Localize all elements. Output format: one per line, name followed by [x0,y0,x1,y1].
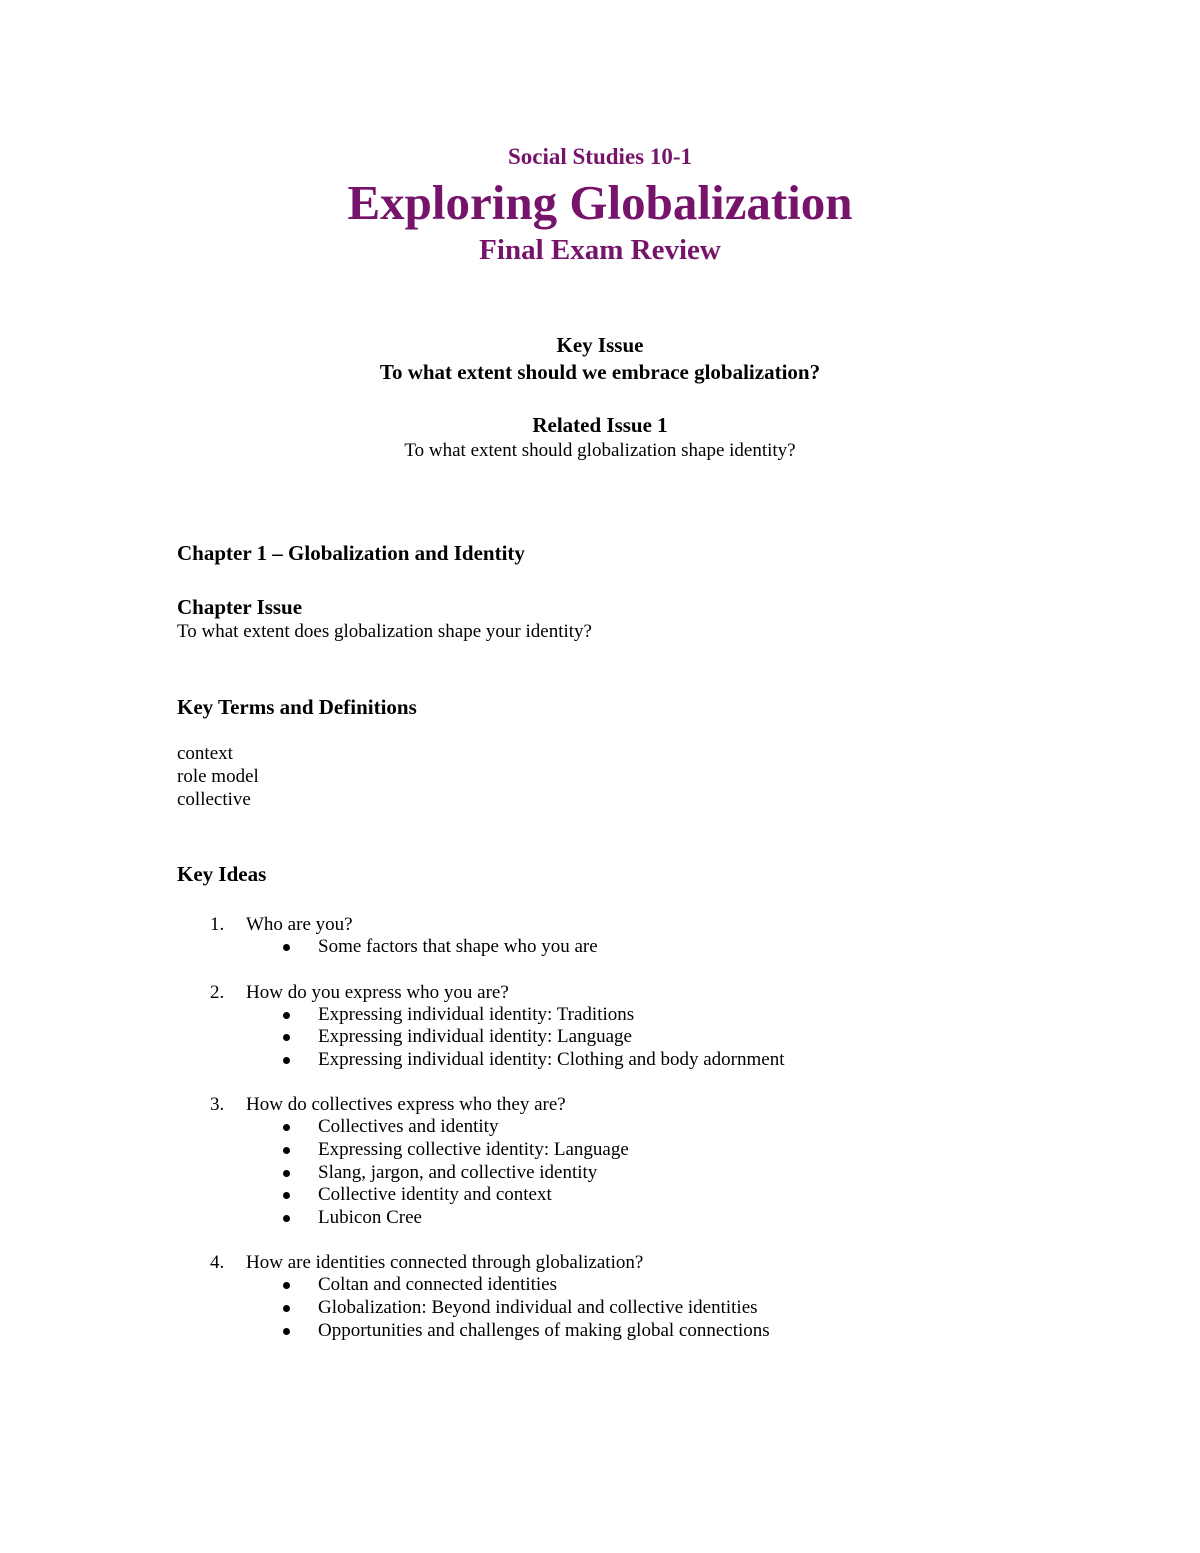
key-idea-question: How do collectives express who they are? [246,1094,566,1116]
key-idea-point-text: Opportunities and challenges of making global connections [318,1319,770,1341]
key-idea-number: 2. [210,981,225,1003]
bullet-icon [283,1124,290,1131]
key-idea-point-text: Slang, jargon, and collective identity [318,1161,598,1183]
chapter-issue-question: To what extent does globalization shape your identity? [177,621,592,642]
key-idea-point [0,1004,1200,1027]
key-idea-point-text: Coltan and connected identities [318,1274,558,1296]
key-idea-point [0,1320,1200,1343]
key-idea-point-text: Expressing individual identity: Language [318,1026,632,1048]
chapter-issue-label: Chapter Issue [177,595,303,619]
key-terms-list [177,742,259,811]
bullet-icon [283,944,290,951]
key-issue-question: To what extent should we embrace globalization? [379,360,821,384]
bullet-icon [283,1147,290,1154]
key-idea-point-text: Expressing individual identity: Traditions [318,1003,635,1025]
key-term: role model [177,766,259,787]
key-idea-points [0,1004,1200,1072]
key-idea-question: How are identities connected through globalization? [246,1252,644,1274]
key-idea-item [0,1251,1200,1342]
key-term: collective [177,789,251,810]
key-idea-point [0,1026,1200,1049]
key-idea-point-text: Expressing collective identity: Language [318,1138,629,1160]
bullet-icon [283,1328,290,1335]
bullet-icon [283,1057,290,1064]
bullet-icon [283,1305,290,1312]
key-idea-question: How do you express who you are? [246,981,509,1003]
key-idea-number: 3. [210,1094,225,1116]
key-idea-number: 4. [210,1252,225,1274]
key-terms-heading: Key Terms and Definitions [177,695,417,719]
key-idea-points [0,936,1200,959]
key-idea-point-text: Globalization: Beyond individual and collective identities [318,1296,758,1318]
key-idea-item [0,913,1200,959]
related-issue-label: Related Issue 1 [532,413,668,437]
key-idea-point [0,1207,1200,1230]
chapter-title: Chapter 1 – Globalization and Identity [177,541,525,565]
key-idea-point [0,1162,1200,1185]
key-issue-label: Key Issue [556,333,644,357]
key-idea-item [0,981,1200,1072]
key-idea-point [0,936,1200,959]
key-idea-point [0,1274,1200,1297]
key-idea-point-text: Expressing individual identity: Clothing and body adornment [318,1048,785,1070]
key-idea-points [0,1274,1200,1342]
key-idea-question: Who are you? [246,914,353,935]
key-ideas-list [0,913,1200,1364]
bullet-icon [283,1034,290,1041]
key-idea-point [0,1184,1200,1207]
key-idea-point [0,1116,1200,1139]
key-ideas-heading: Key Ideas [177,862,267,886]
key-idea-point-text: Collectives and identity [318,1116,499,1138]
key-idea-point-text: Collective identity and context [318,1184,552,1206]
key-idea-point-text: Lubicon Cree [318,1206,422,1228]
key-idea-point-text: Some factors that shape who you are [318,936,598,957]
key-idea-item [0,1093,1200,1229]
bullet-icon [283,1282,290,1289]
key-idea-point [0,1139,1200,1162]
course-name: Social Studies 10-1 [507,144,693,169]
key-term: context [177,743,233,764]
key-idea-points [0,1116,1200,1229]
key-idea-point [0,1049,1200,1072]
document-title: Exploring Globalization [347,175,853,230]
document-subtitle: Final Exam Review [479,234,721,266]
bullet-icon [283,1192,290,1199]
bullet-icon [283,1012,290,1019]
bullet-icon [283,1215,290,1222]
key-idea-number: 1. [210,914,225,935]
related-issue-question: To what extent should globalization shape identity? [404,440,796,461]
key-idea-point [0,1297,1200,1320]
bullet-icon [283,1170,290,1177]
